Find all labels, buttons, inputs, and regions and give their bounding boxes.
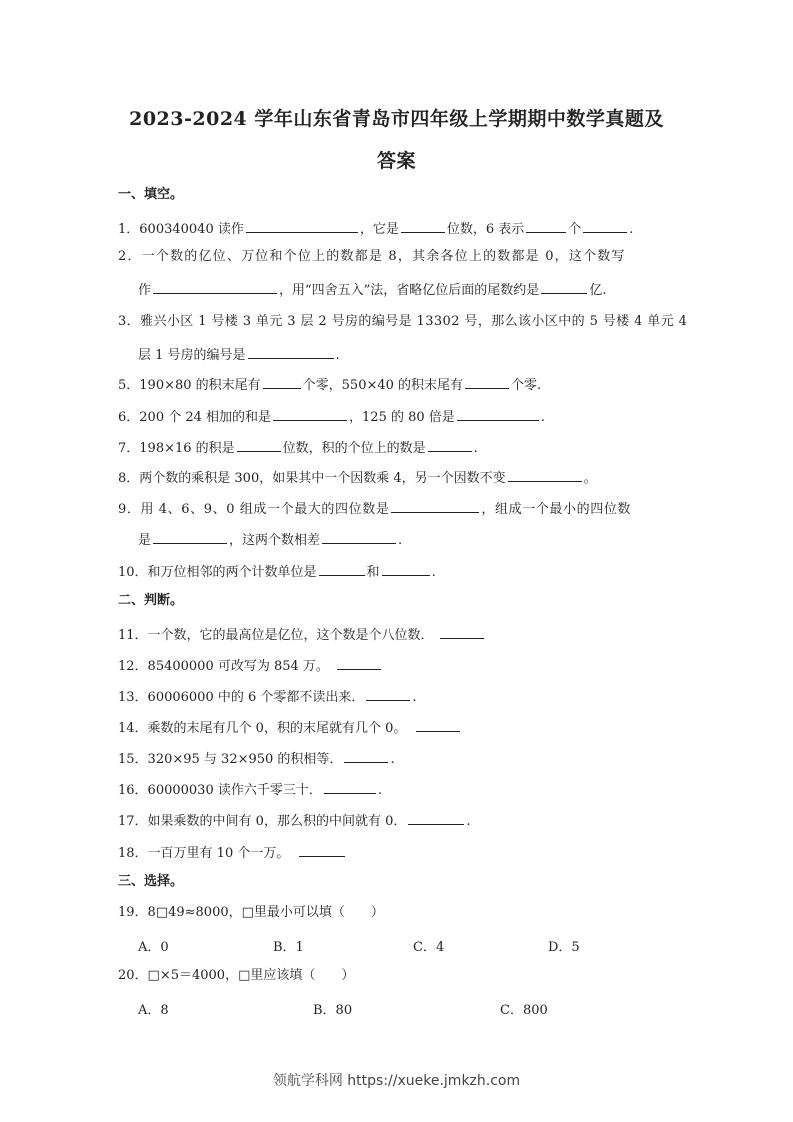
question-15-text-b: . bbox=[390, 752, 395, 767]
question-7-text-c: . bbox=[473, 441, 478, 456]
answer-blank[interactable] bbox=[248, 344, 334, 359]
answer-blank[interactable] bbox=[237, 437, 281, 452]
question-1-text-d: 个 bbox=[568, 222, 582, 237]
question-18-text: 18．一百万里有 10 个一万。 bbox=[118, 846, 290, 861]
question-9-text-e: . bbox=[398, 533, 403, 548]
question-3-line1: 3．雅兴小区 1 号楼 3 单元 3 层 2 号房的编号是 13302 号，那么该小区中的 5 号楼 4 单元 4 bbox=[118, 314, 688, 329]
question-6-text-c: . bbox=[540, 410, 545, 425]
question-2-text-c: ，用“四舍五入”法，省略亿位后面的尾数约是 bbox=[279, 283, 540, 298]
question-5 bbox=[118, 374, 541, 395]
question-6 bbox=[118, 406, 545, 427]
answer-blank[interactable] bbox=[337, 655, 381, 670]
question-20-stem: 20．□×5＝4000，□里应该填（ ） bbox=[118, 968, 355, 983]
answer-blank[interactable] bbox=[273, 406, 347, 421]
question-7-text-b: 位数，积的个位上的数是 bbox=[282, 441, 426, 456]
question-10-text-b: 和 bbox=[366, 565, 380, 580]
question-16-text-b: . bbox=[377, 783, 382, 798]
question-9-text-b: ，组成一个最小的四位数 bbox=[481, 502, 632, 517]
question-20-option-b[interactable]: B．80 bbox=[313, 1003, 353, 1018]
question-9-text-d: ，这两个数相差 bbox=[229, 533, 321, 548]
question-14 bbox=[118, 717, 462, 738]
answer-blank[interactable] bbox=[322, 529, 396, 544]
answer-blank[interactable] bbox=[526, 218, 566, 233]
question-20-option-a[interactable]: A．8 bbox=[138, 1003, 169, 1018]
question-19-option-a[interactable]: A．0 bbox=[138, 940, 169, 955]
answer-blank[interactable] bbox=[153, 279, 277, 294]
question-2-text-b: 作 bbox=[138, 283, 152, 298]
question-3-line2 bbox=[138, 344, 340, 365]
question-7 bbox=[118, 437, 478, 458]
answer-blank[interactable] bbox=[382, 561, 430, 576]
question-3-text-c: . bbox=[335, 348, 340, 363]
answer-blank[interactable] bbox=[153, 529, 227, 544]
question-5-text-a: 5．190×80 的积末尾有 bbox=[118, 378, 261, 393]
question-19-option-b[interactable]: B．1 bbox=[273, 940, 304, 955]
answer-blank[interactable] bbox=[457, 406, 539, 421]
question-10 bbox=[118, 561, 436, 582]
question-19-option-d[interactable]: D．5 bbox=[548, 940, 580, 955]
answer-blank[interactable] bbox=[541, 279, 587, 294]
question-1-text-a: 1．600340040 读作 bbox=[118, 222, 244, 237]
question-17 bbox=[118, 810, 471, 831]
question-10-text-c: . bbox=[431, 565, 436, 580]
answer-blank[interactable] bbox=[324, 779, 376, 794]
question-12 bbox=[118, 655, 383, 676]
question-3-text-b: 层 1 号房的编号是 bbox=[138, 348, 246, 363]
answer-blank[interactable] bbox=[583, 218, 627, 233]
question-15 bbox=[118, 748, 395, 769]
question-13 bbox=[118, 686, 417, 707]
answer-blank[interactable] bbox=[263, 374, 301, 389]
question-8 bbox=[118, 467, 597, 488]
answer-blank[interactable] bbox=[401, 218, 445, 233]
answer-blank[interactable] bbox=[440, 624, 484, 639]
question-5-text-b: 个零，550×40 的积末尾有 bbox=[302, 378, 464, 393]
question-1-text-e: . bbox=[629, 222, 634, 237]
question-1-text-b: ，它是 bbox=[359, 222, 399, 237]
question-13-text-b: . bbox=[412, 690, 417, 705]
question-10-text-a: 10．和万位相邻的两个计数单位是 bbox=[118, 565, 317, 580]
footer-watermark: 领航学科网 https://xueke.jmkzh.com bbox=[272, 1073, 521, 1089]
page-title-line1: 2023-2024 学年山东省青岛市四年级上学期期中数学真题及 bbox=[129, 108, 664, 130]
question-8-text-a: 8．两个数的乘积是 300，如果其中一个因数乘 4，另一个因数不变 bbox=[118, 471, 506, 486]
question-14-text: 14．乘数的末尾有几个 0，积的末尾就有几个 0。 bbox=[118, 721, 407, 736]
question-18 bbox=[118, 842, 347, 863]
answer-blank[interactable] bbox=[416, 717, 460, 732]
question-12-text: 12．85400000 可改写为 854 万。 bbox=[118, 659, 329, 674]
answer-blank[interactable] bbox=[366, 686, 410, 701]
answer-blank[interactable] bbox=[246, 218, 358, 233]
question-9-text-a: 9．用 4、6、9、0 组成一个最大的四位数是 bbox=[118, 502, 390, 517]
question-8-text-b: 。 bbox=[583, 471, 597, 486]
question-15-text-a: 15．320×95 与 32×950 的积相等． bbox=[118, 752, 343, 767]
answer-blank[interactable] bbox=[344, 748, 388, 763]
section-fill-heading: 一、填空。 bbox=[118, 187, 184, 202]
question-2-text-d: 亿. bbox=[589, 283, 607, 298]
question-5-text-c: 个零. bbox=[511, 378, 542, 393]
answer-blank[interactable] bbox=[428, 437, 472, 452]
answer-blank[interactable] bbox=[508, 467, 582, 482]
question-17-text-b: . bbox=[466, 814, 471, 829]
question-9-text-c: 是 bbox=[138, 533, 152, 548]
question-16-text-a: 16．60000030 读作六千零三十． bbox=[118, 783, 322, 798]
question-16 bbox=[118, 779, 382, 800]
question-6-text-a: 6．200 个 24 相加的和是 bbox=[118, 410, 272, 425]
question-11 bbox=[118, 624, 486, 645]
question-1-text-c: 位数，6 表示 bbox=[446, 222, 525, 237]
question-20-option-c[interactable]: C．800 bbox=[500, 1003, 548, 1018]
answer-blank[interactable] bbox=[319, 561, 365, 576]
question-2-line2 bbox=[138, 279, 606, 300]
question-11-text: 11．一个数，它的最高位是亿位，这个数是个八位数． bbox=[118, 628, 434, 643]
question-2-line1: 2．一个数的亿位、万位和个位上的数都是 8，其余各位上的数都是 0，这个数写 bbox=[118, 249, 626, 264]
page-title-line2: 答案 bbox=[376, 150, 416, 172]
answer-blank[interactable] bbox=[391, 498, 479, 513]
question-7-text-a: 7．198×16 的积是 bbox=[118, 441, 235, 456]
question-19-option-c[interactable]: C．4 bbox=[413, 940, 445, 955]
question-17-text-a: 17．如果乘数的中间有 0，那么积的中间就有 0． bbox=[118, 814, 407, 829]
question-1 bbox=[118, 218, 633, 239]
question-9-line2 bbox=[138, 529, 402, 550]
answer-blank[interactable] bbox=[408, 810, 464, 825]
question-13-text-a: 13．60006000 中的 6 个零都不读出来． bbox=[118, 690, 365, 705]
section-choice-heading: 三、选择。 bbox=[118, 874, 184, 889]
question-6-text-b: ，125 的 80 倍是 bbox=[349, 410, 455, 425]
question-9-line1 bbox=[118, 498, 631, 519]
answer-blank[interactable] bbox=[299, 842, 345, 857]
answer-blank[interactable] bbox=[465, 374, 509, 389]
section-judge-heading: 二、判断。 bbox=[118, 593, 184, 608]
question-19-stem: 19．8□49≈8000，□里最小可以填（ ） bbox=[118, 905, 384, 920]
